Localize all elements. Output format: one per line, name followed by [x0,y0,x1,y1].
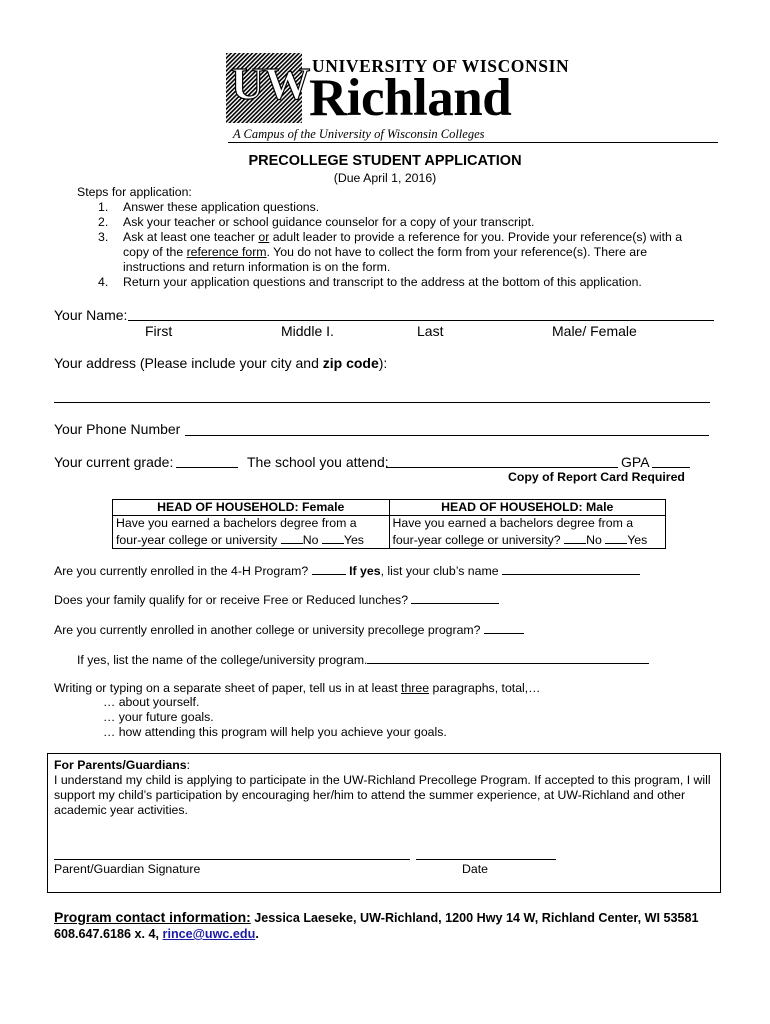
step-number: 4. [98,275,109,289]
household-table [112,499,666,549]
step-number: 3. [98,230,109,244]
header-divider [228,142,718,143]
campus-name: Richland [309,69,512,127]
step-text: Ask your teacher or school guidance counselor for a copy of your transcript. [123,215,535,229]
reference-form-link[interactable]: reference form [186,245,267,259]
step-text: Ask at least one teacher or adult leader to provide a reference for you. Provide your reference(s) with a copy of the reference form. You do not have to collect the form from your reference(s). There are instructions and return information is on the form. [123,230,683,274]
question-lunch: Does your family qualify for or receive Free or Reduced lunches? [54,591,499,608]
male-yes-blank[interactable] [605,531,627,544]
lunch-blank[interactable] [411,591,499,604]
contact-info: Program contact information: Jessica Laeseke, UW-Richland, 1200 Hwy 14 W, Richland Center, WI 53581 [54,909,699,925]
name-label: Your Name: [54,307,128,323]
gpa-input-line[interactable] [652,467,690,468]
school-input-line[interactable] [386,467,618,468]
household-male-cell: Have you earned a bachelors degree from a four-year college or university? No Yes [389,516,666,549]
phone-input-line[interactable] [185,435,709,436]
svg-text:UW: UW [231,58,311,109]
name-sub-middle: Middle I. [281,323,334,339]
tagline: A Campus of the University of Wisconsin Colleges [233,127,485,141]
parents-heading: For Parents/Guardians: [54,758,190,772]
college-name-blank[interactable] [367,651,649,664]
name-input-line[interactable] [128,320,714,321]
question-4h: Are you currently enrolled in the 4-H Program? If yes, list your club’s name [54,562,640,579]
page-title: PRECOLLEGE STUDENT APPLICATION [248,153,522,169]
signature-line[interactable] [54,859,410,860]
precollege-blank[interactable] [484,621,524,634]
female-no-blank[interactable] [281,531,303,544]
uw-logo-mark [226,53,311,123]
contact-phone-email: 608.647.6186 x. 4, rince@uwc.edu. [54,927,259,941]
step-number: 2. [98,215,109,229]
date-line[interactable] [416,859,556,860]
household-female-cell: Have you earned a bachelors degree from a four-year college or university No Yes [113,516,390,549]
step-text: Return your application questions and transcript to the address at the bottom of this application. [123,275,642,289]
essay-item: … about yourself. [103,695,200,709]
school-label: The school you attend: [247,454,389,470]
name-sub-gender: Male/ Female [552,323,637,339]
female-yes-blank[interactable] [322,531,344,544]
grade-input-line[interactable] [176,467,238,468]
question-college-name: If yes, list the name of the college/university program. [77,651,649,668]
date-label: Date [462,862,488,876]
step-text: Answer these application questions. [123,200,320,214]
question-precollege: Are you currently enrolled in another college or university precollege program? [54,621,524,638]
parents-statement: I understand my child is applying to participate in the UW-Richland Precollege Program. If accepted to this program, I will support my child’s participation by encouraging her/him to attend the summer experience, at UW-Richland and other academic year activities. [54,773,711,817]
name-sub-last: Last [417,323,444,339]
contact-email-link[interactable]: rince@uwc.edu [162,927,256,941]
signature-label: Parent/Guardian Signature [54,862,201,876]
step-number: 1. [98,200,109,214]
essay-item: … your future goals. [103,710,214,724]
due-date: (Due April 1, 2016) [333,171,437,185]
phone-label: Your Phone Number [54,421,181,437]
essay-item: … how attending this program will help you achieve your goals. [103,725,447,739]
male-no-blank[interactable] [564,531,586,544]
university-name: UNIVERSITY OF WISCONSIN [312,56,570,76]
uw-logo [226,53,311,123]
four-h-blank[interactable] [312,562,346,575]
household-male-header: HEAD OF HOUSEHOLD: Male [389,500,666,516]
grade-label: Your current grade: [54,454,174,470]
household-female-header: HEAD OF HOUSEHOLD: Female [113,500,390,516]
club-name-blank[interactable] [502,562,640,575]
report-card-note: Copy of Report Card Required [508,470,685,484]
name-sub-first: First [145,323,173,339]
steps-label: Steps for application: [77,185,192,199]
address-label: Your address (Please include your city and zip code): [54,355,388,371]
gpa-label: GPA [621,454,650,470]
address-input-line[interactable] [54,402,710,403]
essay-prompt: Writing or typing on a separate sheet of paper, tell us in at least three paragraphs, total,… [54,681,541,695]
